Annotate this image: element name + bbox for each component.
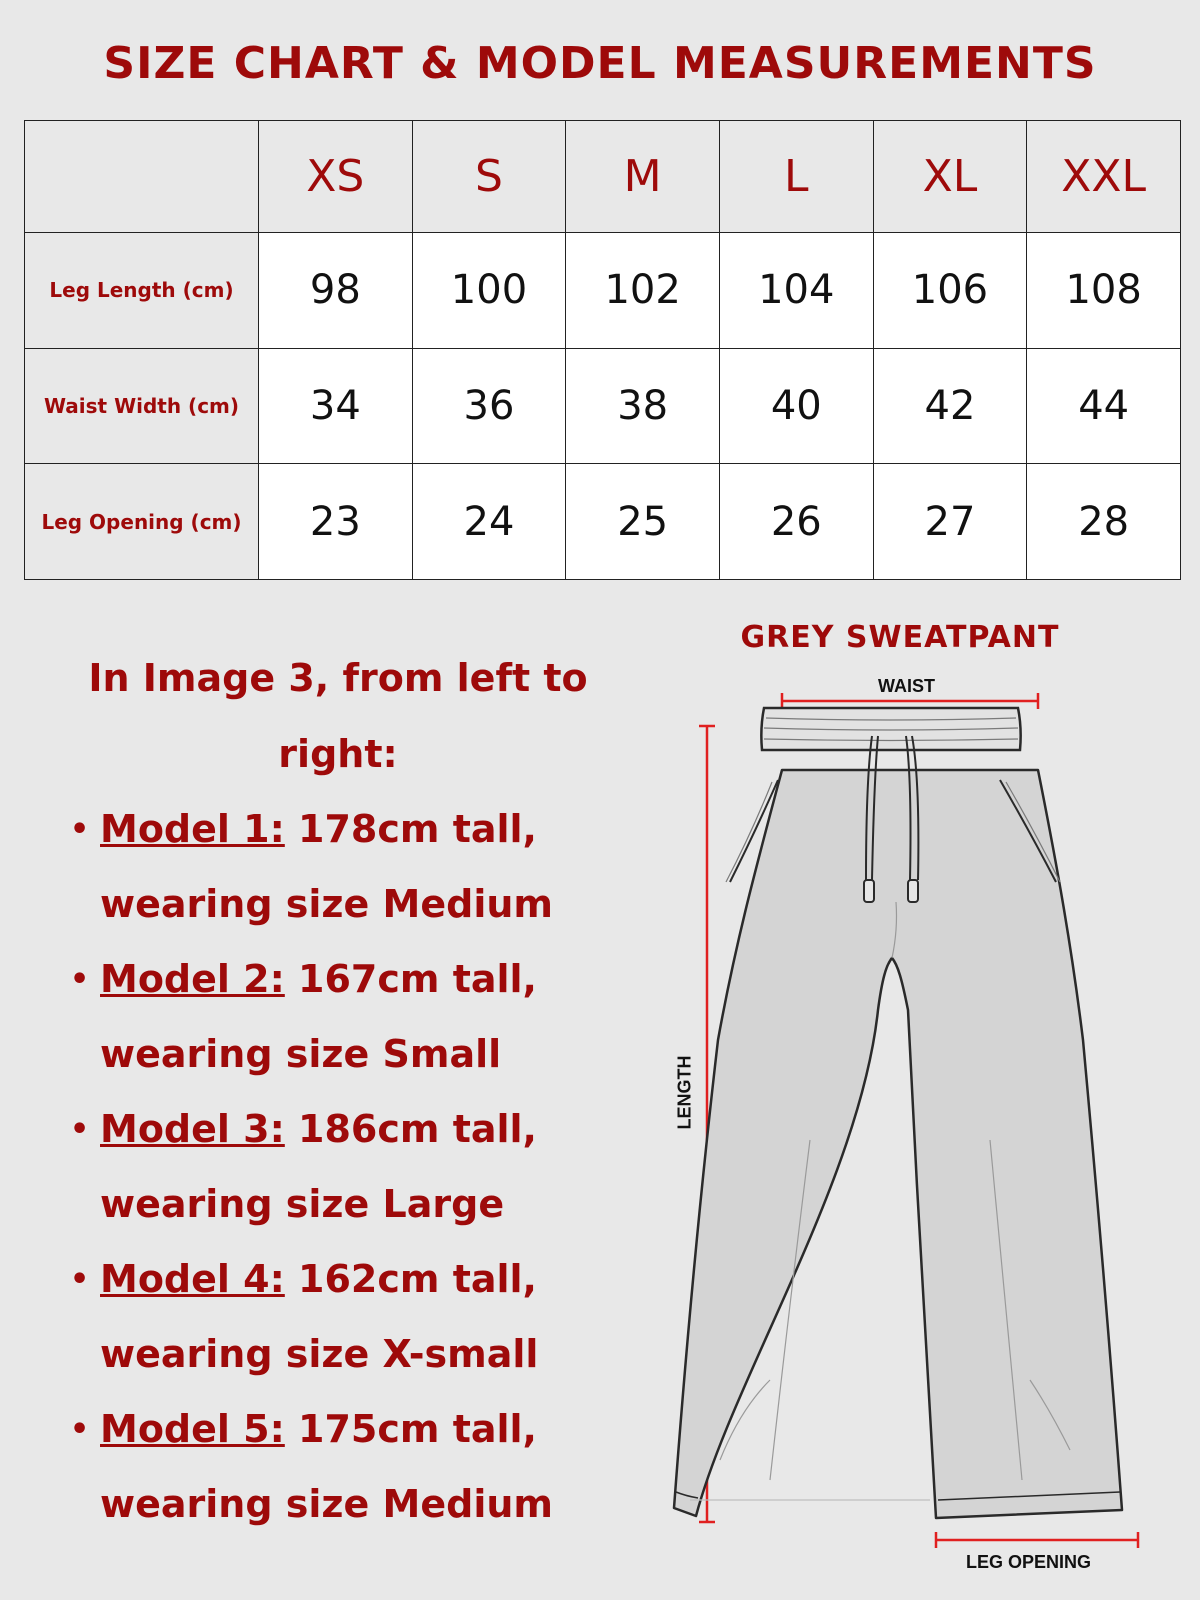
page-title: SIZE CHART & MODEL MEASUREMENTS — [103, 38, 1097, 89]
list-item — [58, 942, 678, 1092]
waist-measure-line — [782, 693, 1038, 709]
bullet-icon: • — [70, 962, 90, 997]
table-cell: 42 — [873, 348, 1027, 464]
table-corner-cell — [25, 121, 259, 233]
size-chart-table — [24, 120, 1181, 580]
table-cell: 100 — [412, 233, 566, 349]
models-intro: In Image 3, from left to right: — [88, 656, 588, 776]
row-label: Waist Width (cm) — [25, 348, 259, 464]
diagram-title: GREY SWEATPANT — [740, 620, 1060, 655]
table-cell: 24 — [412, 464, 566, 580]
table-cell: 25 — [566, 464, 720, 580]
leg-opening-measure-line — [936, 1532, 1138, 1548]
table-cell: 108 — [1027, 233, 1181, 349]
table-cell: 27 — [873, 464, 1027, 580]
model-label: Model 4: — [100, 1257, 285, 1301]
model-label: Model 2: — [100, 957, 285, 1001]
sweatpant-illustration — [660, 620, 1180, 1580]
model-measurements — [58, 640, 678, 1542]
size-header: L — [719, 121, 873, 233]
table-cell: 34 — [259, 348, 413, 464]
table-cell: 104 — [719, 233, 873, 349]
model-label: Model 5: — [100, 1407, 285, 1451]
table-cell: 102 — [566, 233, 720, 349]
size-header: XL — [873, 121, 1027, 233]
table-row — [25, 348, 1181, 464]
model-description: 178cm tall, wearing size Medium — [100, 807, 553, 926]
bullet-icon: • — [70, 1262, 90, 1297]
model-description: 167cm tall, wearing size Small — [100, 957, 537, 1076]
table-row — [25, 464, 1181, 580]
table-cell: 23 — [259, 464, 413, 580]
model-label: Model 3: — [100, 1107, 285, 1151]
list-item — [58, 1092, 678, 1242]
table-cell: 28 — [1027, 464, 1181, 580]
list-item — [58, 792, 678, 942]
table-cell: 106 — [873, 233, 1027, 349]
model-description: 162cm tall, wearing size X-small — [100, 1257, 539, 1376]
table-header-row — [25, 121, 1181, 233]
table-cell: 44 — [1027, 348, 1181, 464]
table-cell: 36 — [412, 348, 566, 464]
model-description: 175cm tall, wearing size Medium — [100, 1407, 553, 1526]
table-cell: 98 — [259, 233, 413, 349]
list-item — [58, 1392, 678, 1542]
leg-opening-label: LEG OPENING — [966, 1552, 1092, 1572]
size-header: XXL — [1027, 121, 1181, 233]
bullet-icon: • — [70, 812, 90, 847]
row-label: Leg Length (cm) — [25, 233, 259, 349]
pants-body-shape — [674, 770, 1122, 1518]
size-header: XS — [259, 121, 413, 233]
length-label: LENGTH — [674, 1055, 695, 1130]
size-header: M — [566, 121, 720, 233]
waist-label: WAIST — [878, 676, 935, 696]
table-cell: 38 — [566, 348, 720, 464]
model-list — [58, 792, 678, 1542]
model-label: Model 1: — [100, 807, 285, 851]
model-description: 186cm tall, wearing size Large — [100, 1107, 537, 1226]
list-item — [58, 1242, 678, 1392]
bullet-icon: • — [70, 1412, 90, 1447]
sweatpant-diagram — [660, 620, 1180, 1580]
size-header: S — [412, 121, 566, 233]
table-cell: 40 — [719, 348, 873, 464]
table-cell: 26 — [719, 464, 873, 580]
bullet-icon: • — [70, 1112, 90, 1147]
table-row — [25, 233, 1181, 349]
row-label: Leg Opening (cm) — [25, 464, 259, 580]
